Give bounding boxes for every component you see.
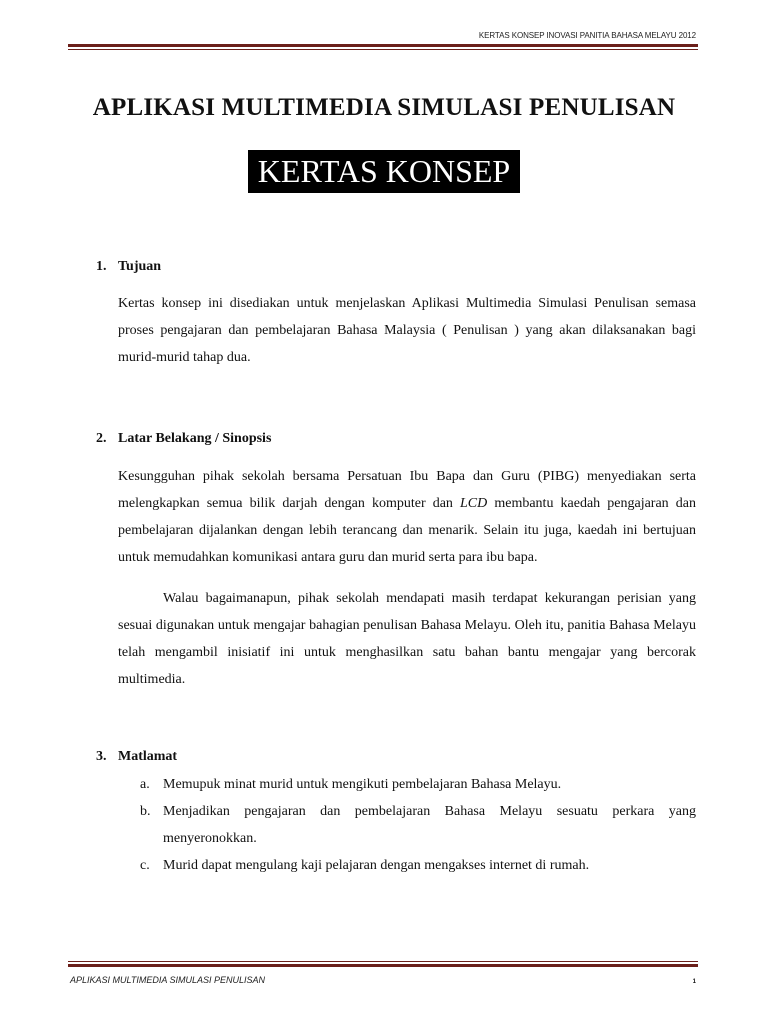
section-2-p1-text-b: membantu kaedah pengajaran dan pembelajaran dijalankan dengan lebih terancang dan menarik. Selain itu juga, kaedah ini bertujuan untuk memudahkan komunikasi antara guru dan murid serta para ibu bapa.	[118, 496, 696, 565]
footer-title: APLIKASI MULTIMEDIA SIMULASI PENULISAN	[70, 975, 266, 985]
section-2-paragraph-2: Walau bagaimanapun, pihak sekolah mendapati masih terdapat kekurangan perisian yang sesuai digunakan untuk mengajar bahagian penulisan Bahasa Melayu. Oleh itu, panitia Bahasa Melayu telah mengambil inisiatif ini untuk menghasilkan satu bahan bantu mengajar yang bercorak multimedia.	[118, 591, 696, 687]
list-item-text: Menjadikan pengajaran dan pembelajaran Bahasa Melayu sesuatu perkara yang menyeronokkan.	[163, 804, 696, 846]
goals-list	[140, 771, 696, 879]
list-item	[140, 852, 696, 879]
section-3-heading	[96, 749, 177, 765]
section-1-title: Tujuan	[118, 259, 162, 274]
section-2-p1-text-a: Kesungguhan pihak sekolah bersama Persatuan Ibu Bapa dan Guru (PIBG) menyediakan serta melengkapkan semua bilik darjah dengan komputer dan	[118, 469, 696, 511]
concept-title-wrap	[0, 150, 768, 193]
section-3-number: 3.	[96, 749, 107, 764]
document-title: APLIKASI MULTIMEDIA SIMULASI PENULISAN	[92, 94, 676, 121]
list-item	[140, 798, 696, 852]
running-header: KERTAS KONSEP INOVASI PANITIA BAHASA MELAYU 2012	[478, 31, 696, 40]
section-1-number: 1.	[96, 259, 107, 274]
list-item-text: Murid dapat mengulang kaji pelajaran dengan mengakses internet di rumah.	[163, 858, 590, 873]
concept-title: KERTAS KONSEP	[248, 150, 520, 193]
section-1-heading	[96, 259, 161, 275]
section-2-number: 2.	[96, 431, 107, 446]
section-2-heading	[96, 431, 271, 447]
page-number: 1	[692, 979, 696, 985]
header-rule-thick	[68, 44, 698, 47]
list-item-letter: c.	[140, 858, 150, 873]
footer-rule-thick	[68, 964, 698, 967]
list-item-letter: b.	[140, 804, 151, 819]
section-2-title: Latar Belakang / Sinopsis	[118, 431, 272, 446]
section-3-title: Matlamat	[118, 749, 178, 764]
list-item	[140, 771, 696, 798]
section-2-paragraph-1	[118, 463, 696, 571]
header-rule-thin	[68, 49, 698, 50]
list-item-text: Memupuk minat murid untuk mengikuti pembelajaran Bahasa Melayu.	[163, 777, 562, 792]
section-1-paragraph: Kertas konsep ini disediakan untuk menjelaskan Aplikasi Multimedia Simulasi Penulisan semasa proses pengajaran dan pembelajaran Bahasa Malaysia ( Penulisan ) yang akan dilaksanakan bagi murid-murid tahap dua.	[118, 296, 696, 365]
section-2-p1-lcd: LCD	[460, 496, 488, 511]
list-item-letter: a.	[140, 777, 150, 792]
footer-rule-thin	[68, 961, 698, 962]
